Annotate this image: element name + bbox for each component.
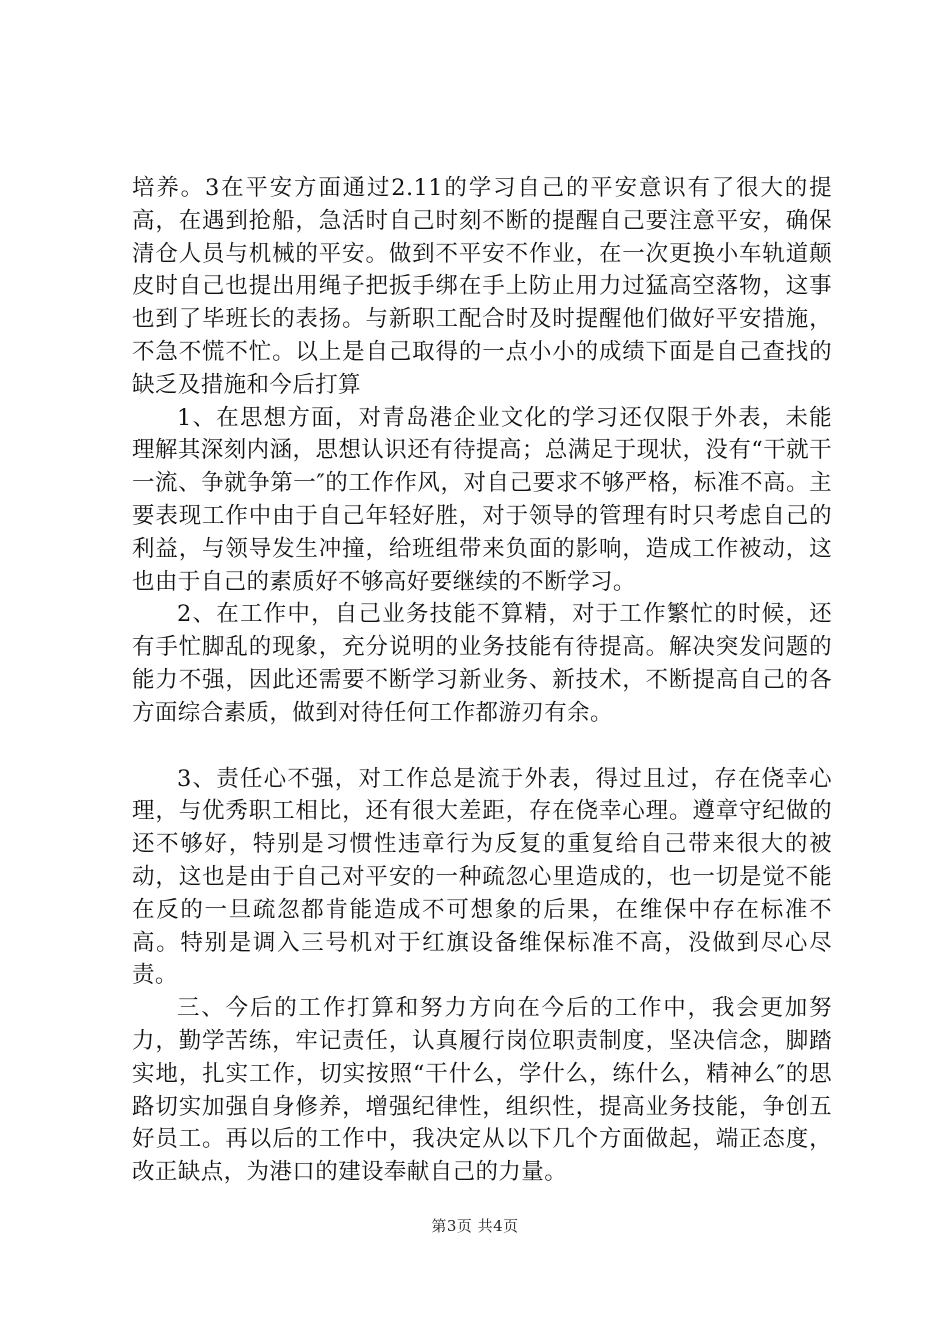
paragraph-thinking-shortcomings: 1、在思想方面，对青岛港企业文化的学习还仅限于外表，未能理解其深刻内涵，思想认识还有待提高；总满足于现状，没有“干就干一流、争就争第一″的工作作风，对自己要求不够严格，标准不高。主要表现工作中由于自己年轻好胜，对于领导的管理有时只考虑自己的利益，与领导发生冲撞，给班组带来负面的影响，造成工作被动，这也由于自己的素质好不够高好要继续的不断学习。 bbox=[132, 404, 832, 595]
paragraph-future-plans: 三、今后的工作打算和努力方向在今后的工作中，我会更加努力，勤学苦练，牢记责任，认真履行岗位职责制度，坚决信念，脚踏实地，扎实工作，切实按照“干什么，学什么，练什么，精神么″的思路切实加强自身修养，增强纪律性，组织性，提高业务技能，争创五好员工。再以后的工作中，我决定从以下几个方面做起，端正态度，改正缺点，为港口的建设奉献自己的力量。 bbox=[132, 995, 832, 1186]
document-body bbox=[132, 172, 832, 1189]
paragraph-work-skills: 2、在工作中，自己业务技能不算精，对于工作繁忙的时候，还有手忙脚乱的现象，充分说明的业务技能有待提高。解决突发问题的能力不强，因此还需要不断学习新业务、新技术，不断提高自己的各方面综合素质，做到对待任何工作都游刃有余。 bbox=[132, 601, 832, 726]
paragraph-responsibility: 3、责任心不强，对工作总是流于外表，得过且过，存在侥幸心理，与优秀职工相比，还有很大差距，存在侥幸心理。遵章守纪做的还不够好，特别是习惯性违章行为反复的重复给自己带来很大的被动，这也是由于自己对平安的一种疏忽心里造成的，也一切是觉不能在反的一旦疏忽都肯能造成不可想象的后果，在维保中存在标准不高。特别是调入三号机对于红旗设备维保标准不高，没做到尽心尽责。 bbox=[132, 765, 832, 989]
paragraph-spacer bbox=[132, 730, 832, 763]
page-footer: 第3页 共4页 bbox=[431, 1217, 519, 1235]
paragraph-safety-achievements: 培养。3在平安方面通过2.11的学习自己的平安意识有了很大的提高，在遇到抢船，急活时自己时刻不断的提醒自己要注意平安，确保清仓人员与机械的平安。做到不平安不作业，在一次更换小车轨道颠皮时自己也提出用绳子把扳手绑在手上防止用力过猛高空落物，这事也到了毕班长的表扬。与新职工配合时及时提醒他们做好平安措施，不急不慌不忙。以上是自己取得的一点小小的成绩下面是自己查找的缺乏及措施和今后打算 bbox=[132, 175, 832, 398]
